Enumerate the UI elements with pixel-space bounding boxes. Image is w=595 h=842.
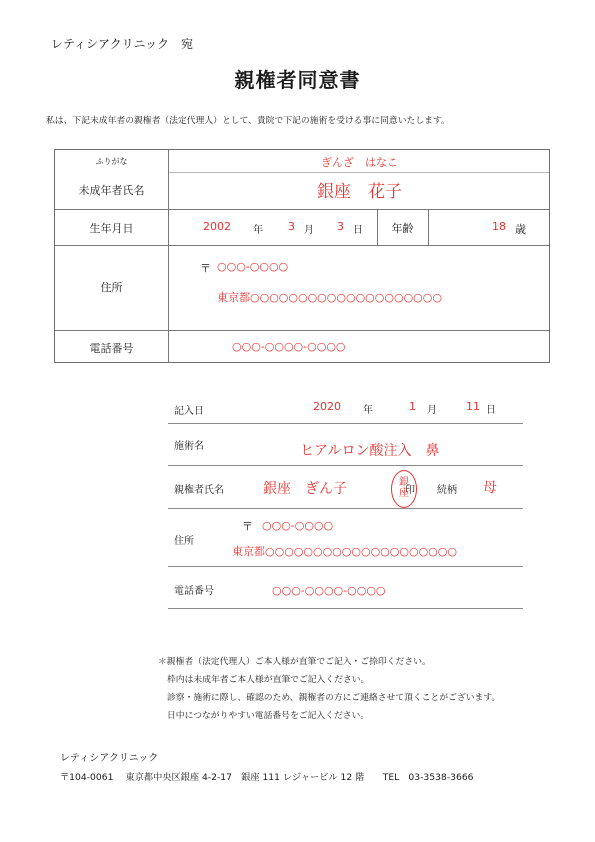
treatment-label: 施術名 <box>174 441 204 452</box>
entry-year-field[interactable]: 2020 <box>313 400 341 413</box>
age-field[interactable]: 18 <box>492 220 506 233</box>
seal-stamp-icon <box>391 470 417 508</box>
birthdate-label: 生年月日 <box>89 222 134 235</box>
age-unit: 歳 <box>515 223 526 236</box>
guardian-address-field[interactable]: 東京都○○○○○○○○○○○○○○○○○○○○ <box>232 545 457 558</box>
address-field[interactable]: 東京都○○○○○○○○○○○○○○○○○○○○ <box>217 291 442 304</box>
birth-year-field[interactable]: 2002 <box>203 220 231 233</box>
stamp-mark: 印 <box>405 485 415 496</box>
note-line: 枠内は未成年者ご本人様が直筆でご記入ください。 <box>167 675 370 685</box>
guardian-name-underline <box>168 508 523 509</box>
note-line: 日中につながりやすい電話番号をご記入ください。 <box>167 711 370 721</box>
entry-year-unit: 年 <box>363 405 373 416</box>
guardian-postal-mark: 〒 <box>242 520 253 533</box>
postal-code-field[interactable]: ○○○-○○○○ <box>217 260 289 273</box>
treatment-field[interactable]: ヒアルロン酸注入 鼻 <box>300 443 440 459</box>
minor-info-table <box>54 149 550 363</box>
furigana-label: ふりがな <box>95 157 128 166</box>
birth-month-field[interactable]: 3 <box>288 220 295 233</box>
year-unit: 年 <box>253 225 263 236</box>
footer-clinic-name: レティシアクリニック <box>60 753 159 764</box>
note-line: 診察・施術に際し、確認のため、親権者の方にご連絡させて頂くことがございます。 <box>167 693 501 703</box>
entry-month-unit: 月 <box>427 405 437 416</box>
phone-field[interactable]: ○○○-○○○○-○○○○ <box>232 340 346 353</box>
guardian-postal-field[interactable]: ○○○-○○○○ <box>262 519 334 532</box>
consent-statement: 私は、下記未成年者の親権者（法定代理人）として、貴院で下記の施術を受ける事に同意いたします。 <box>46 116 450 126</box>
seal-char-top: 銀 <box>399 477 409 488</box>
relation-label: 続柄 <box>437 485 457 496</box>
guardian-address-label: 住所 <box>174 536 194 547</box>
entry-month-field[interactable]: 1 <box>409 400 416 413</box>
birth-day-field[interactable]: 3 <box>337 220 344 233</box>
guardian-address-underline <box>168 566 523 567</box>
page-title: 親権者同意書 <box>234 68 361 92</box>
month-unit: 月 <box>304 225 314 236</box>
minor-name-field[interactable]: 銀座 花子 <box>317 182 402 202</box>
entry-day-field[interactable]: 11 <box>466 400 480 413</box>
guardian-name-label: 親権者氏名 <box>174 485 224 496</box>
relation-field[interactable]: 母 <box>483 480 497 496</box>
entry-date-underline <box>168 423 523 424</box>
guardian-name-field[interactable]: 銀座 ぎん子 <box>263 481 347 497</box>
phone-label: 電話番号 <box>89 342 134 355</box>
guardian-phone-label: 電話番号 <box>174 586 214 597</box>
postal-mark: 〒 <box>200 262 211 275</box>
entry-date-label: 記入日 <box>174 406 204 417</box>
furigana-field[interactable]: ぎんざ はなこ <box>321 156 398 169</box>
minor-name-label: 未成年者氏名 <box>78 184 145 197</box>
day-unit: 日 <box>353 225 363 236</box>
treatment-underline <box>168 465 523 466</box>
address-label: 住所 <box>100 281 123 294</box>
footer-address: 〒104-0061 東京都中央区銀座 4-2-17 銀座 111 レジャービル 12 階 TEL 03-3538-3666 <box>60 772 474 783</box>
note-line: ＊親権者（法定代理人）ご本人様が直筆でご記入・ご捺印ください。 <box>158 657 431 667</box>
guardian-phone-field[interactable]: ○○○-○○○○-○○○○ <box>272 584 386 597</box>
entry-day-unit: 日 <box>486 405 496 416</box>
seal-char-bottom: 座 <box>399 488 409 499</box>
addressee: レティシアクリニック 宛 <box>51 37 193 51</box>
guardian-phone-underline <box>168 608 523 609</box>
age-label: 年齢 <box>391 222 414 235</box>
